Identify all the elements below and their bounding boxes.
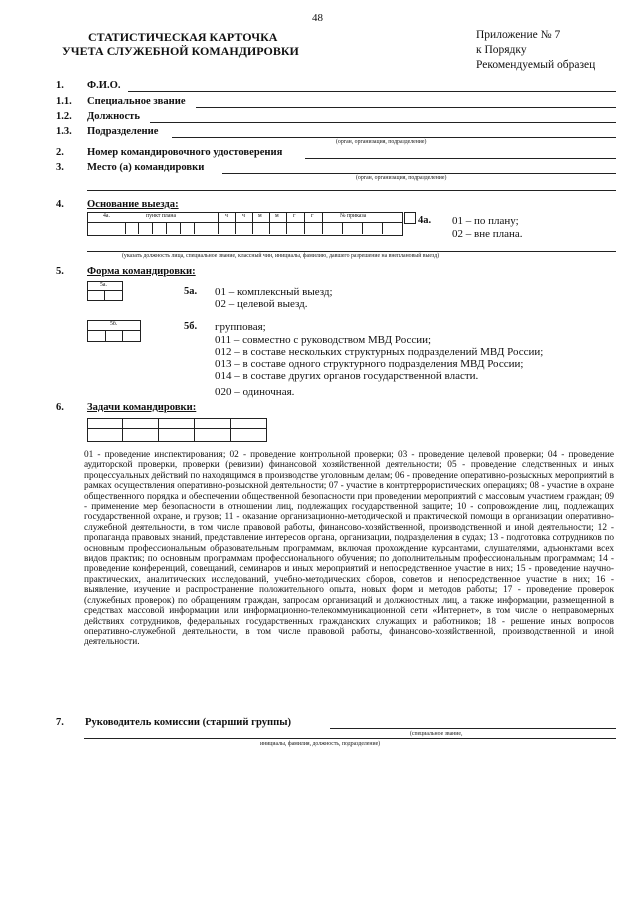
form-option-01: 01 – комплексный выезд; [215,286,333,298]
certificate-field[interactable] [305,158,616,159]
form-option-02: 02 – целевой выезд. [215,298,308,310]
section-7-number: 7. [56,717,64,728]
form-box-5b-label: 5б. [110,321,118,327]
form-label: Форма командировки: [87,266,196,277]
leader-label: Руководитель комиссии (старший группы) [85,717,292,728]
appendix-line-3: Рекомендуемый образец [476,59,596,71]
leader-hint-2: инициалы, фамилия, должность, подразделение) [260,741,381,747]
basis-option-01: 01 – по плану; [452,215,519,227]
form-option-011: 011 – совместно с руководством МВД России; [215,334,432,346]
field-1-number: 1. [56,80,64,91]
field-2-number: 2. [56,147,64,158]
basis-code-box[interactable] [404,212,416,224]
grid-header-4a: 4а. [103,213,110,219]
tasks-label: Задачи командировки: [87,402,197,413]
subdivision-label: Подразделение [87,126,159,137]
basis-code-label: 4а. [418,215,432,226]
grid-header-h1: ч [225,213,228,219]
title-line-1: СТАТИСТИЧЕСКАЯ КАРТОЧКА [88,30,278,44]
basis-approver-field[interactable] [87,251,616,252]
appendix-line-1: Приложение № 7 [476,29,561,41]
form-box-5a-label: 5а. [100,282,107,288]
rank-field[interactable] [196,107,616,108]
section-5-number: 5. [56,266,64,277]
fio-label: Ф.И.О. [87,80,121,91]
fio-field[interactable] [128,91,616,92]
section-4-number: 4. [56,199,64,210]
leader-field[interactable] [330,728,616,729]
form-option-014: 014 – в составе других органов государственной власти. [215,370,479,382]
basis-hint: (указать должность лица, специальное звание, классный чин, инициалы, фамилию, давшего разрешение на внеплановый выезд) [122,253,440,259]
form-option-012: 012 – в составе нескольких структурных подразделений МВД России; [215,346,544,358]
rank-label: Специальное звание [87,96,186,107]
position-field[interactable] [150,122,616,123]
destination-hint: (орган, организация, подразделение) [356,175,447,181]
destination-field[interactable] [222,173,616,174]
destination-label: Место (а) командировки [87,162,205,173]
subdivision-field[interactable] [172,137,616,138]
grid-header-m1: м [258,213,262,219]
grid-header-h2: ч [242,213,245,219]
title-line-2: УЧЕТА СЛУЖЕБНОЙ КОМАНДИРОВКИ [62,44,299,58]
destination-field-2[interactable] [87,190,616,191]
form-code-5b: 5б. [184,321,198,332]
section-6-number: 6. [56,402,64,413]
leader-field-2[interactable] [84,738,616,739]
grid-header-y1: г [293,213,296,219]
grid-header-order: № приказа [340,213,367,219]
grid-header-m2: м [275,213,279,219]
field-1-3-number: 1.3. [56,126,72,137]
field-1-2-number: 1.2. [56,111,72,122]
form-code-5a: 5а. [184,286,198,297]
leader-hint-1: (специальное звание, [410,731,463,737]
form-option-020: 020 – одиночная. [215,386,295,398]
tasks-box[interactable] [87,418,267,442]
position-label: Должность [87,111,140,122]
appendix-line-2: к Порядку [476,44,527,56]
basis-option-02: 02 – вне плана. [452,228,523,240]
grid-header-y2: г [311,213,314,219]
field-3-number: 3. [56,162,64,173]
form-group-label: групповая; [215,321,266,333]
basis-label: Основание выезда: [87,199,179,210]
grid-header-plan: пункт плана [146,213,177,219]
field-1-1-number: 1.1. [56,96,72,107]
form-option-013: 013 – в составе одного структурного подразделения МВД России; [215,358,524,370]
page-number: 48 [312,12,323,24]
tasks-paragraph: 01 - проведение инспектирования; 02 - проведение контрольной проверки; 03 - проведение целевой проверки; 04 - проведение аудиторской проверки, проверки (ревизии) финансовой хозяйственной деятельности; 05 - проведение следственных и иных процессуальных действий по находящимся в производстве уголовным делам; 06 - проведение оперативно-розыскных мероприятий в рамках осуществления оперативно-розыскной деятельности; 07 - участие в контртеррористических операциях; 08 - участие в охране общественного порядка и обеспечении общественной безопасности при проведении мероприятий с массовым участием граждан; 09 - применение мер безопасности в отношении лиц, подлежащих государственной защите; 10 - сопровождение лиц, подлежащих государственной охране, и грузов; 11 - оказание организационно-методической и практической помощи в организации оперативно-служебной деятельности, в том числе правовой работы, финансово-хозяйственной, производственной и иной деятельности; 12 - пропаганда правовых знаний, представление интересов органа, организации, подразделения в судах; 13 - подготовка сотрудников по основным профессиональным образовательным программам, включая прохождение курсантами, слушателями, адъюнктами всех видов практик; по основным программам профессионального обучения; по дополнительным профессиональным программам; 14 - проведение конференций, совещаний, семинаров и иных мероприятий и непосредственное участие в них; 15 - проведение научно-практических, аналитических исследований, учебно-методических сборов, советов и непосредственное участие в них; 16 - выявление, изучение и распространение положительного опыта, новых форм и методов работы; 17 - проведение проверок (служебных проверок) по обращениям граждан, запросам организаций и должностных лиц, а также информации, размещенной в средствах массовой информации или информационно-телекоммуникационной сети «Интернет», в том числе о неправомерных действиях сотрудников, федеральных государственных гражданских служащих и работников; 18 - решение иных вопросов оперативно-служебной деятельности, в том числе правовой работы, финансово-хозяйственной, производственной и иной деятельности. [84,450,614,648]
subdivision-hint: (орган, организация, подразделение) [336,139,427,145]
certificate-label: Номер командировочного удостоверения [87,147,283,158]
